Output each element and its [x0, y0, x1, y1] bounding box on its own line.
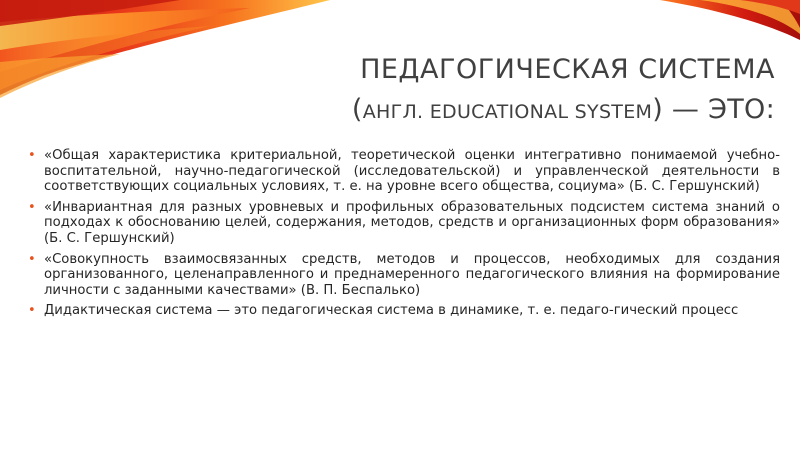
list-item-text: «Совокупность взаимосвязанных средств, методов и процессов, необходимых для создания организованного, целенаправленного и преднамеренного педагогического влияния на формирование личности с заданными качествами» (В. П. Беспалько) — [44, 251, 780, 298]
bullet-icon: • — [28, 251, 36, 267]
bullet-icon: • — [28, 303, 36, 319]
bullet-icon: • — [28, 148, 36, 163]
title-english-term: АНГЛ. EDUCATIONAL SYSTEM — [362, 101, 653, 123]
list-item — [28, 252, 780, 299]
list-item-text: Дидактическая система — это педагогическая система в динамике, т. е. педаго-гический процесс — [44, 303, 739, 319]
list-item — [28, 148, 780, 195]
list-item-text: «Инвариантная для разных уровневых и профильных образовательных подсистем система знаний о подходах к обоснованию целей, содержания, методов, средств и организационных форм образования» (Б. С. Гершунский) — [44, 199, 780, 246]
list-item — [28, 303, 780, 319]
title-paren-open: ( — [351, 94, 363, 125]
bullet-icon: • — [28, 199, 36, 215]
list-item-text: «Общая характеристика критериальной, теоретической оценки интегративно понимаемой учебно-воспитательной, научно-педагогической (исследовательской) и управленческой деятельности в соответствующих социальных условиях, т. е. на уровне всего общества, социума» (Б. С. Гершунский) — [44, 148, 780, 195]
title-line-2 — [260, 90, 775, 132]
slide-title — [260, 50, 775, 132]
definition-list — [28, 148, 780, 324]
title-paren-close: ) — ЭТО: — [652, 94, 775, 125]
title-line-1: ПЕДАГОГИЧЕСКАЯ СИСТЕМА — [360, 54, 775, 85]
list-item — [28, 200, 780, 247]
